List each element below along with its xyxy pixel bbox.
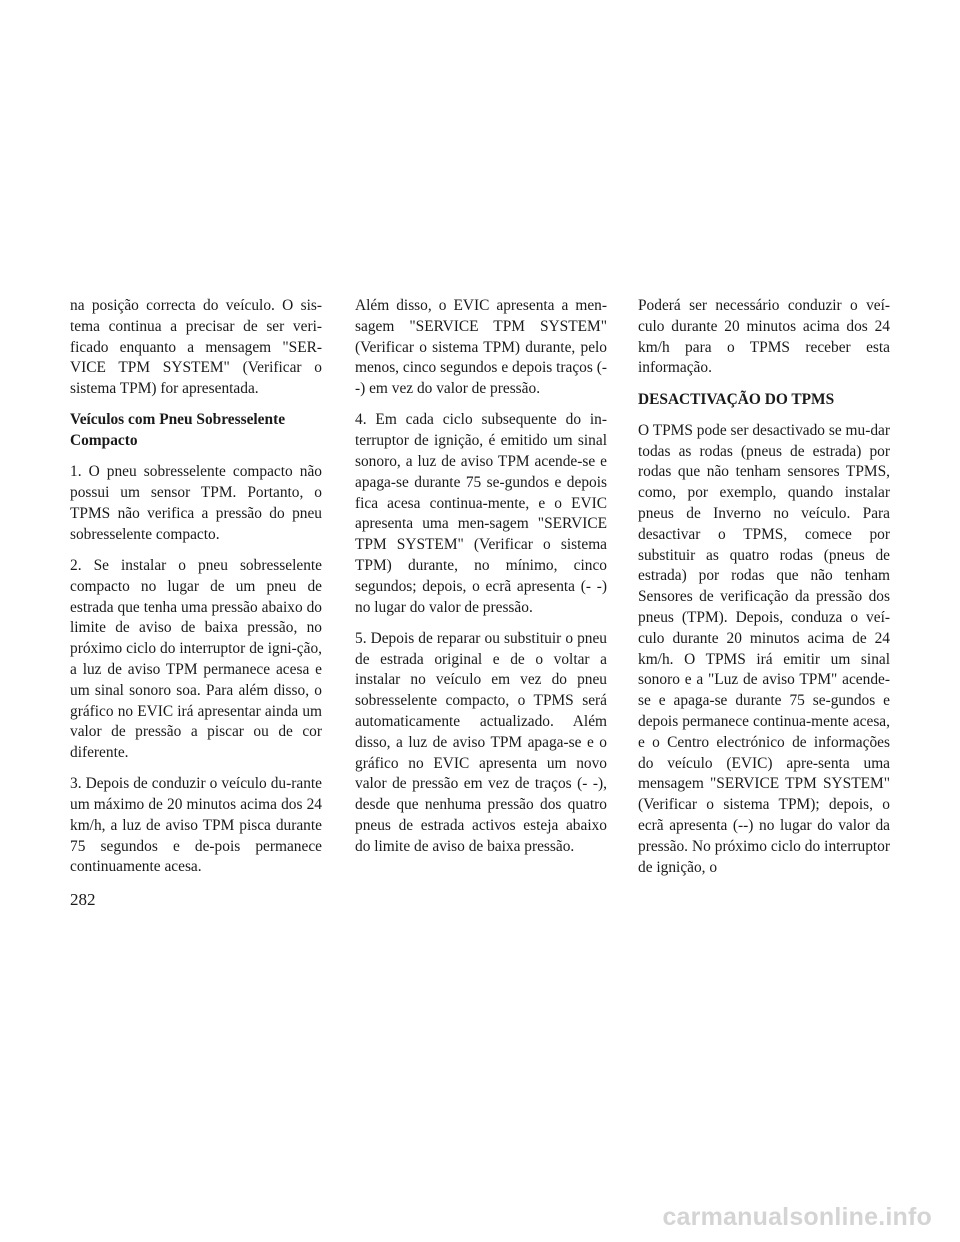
paragraph: 2. Se instalar o pneu sobresselente compacto no lugar de um pneu de estrada que tenha uma pressão abaixo do limite de aviso de baixa pressão, no próximo ciclo do interruptor de igni-ção, a luz de aviso TPM permanece acesa e um sinal sonoro soa. Para além disso, o gráfico no EVIC irá apresentar ainda um valor de pressão a piscar ou de cor diferente. bbox=[70, 556, 322, 762]
paragraph: na posição correcta do veículo. O sis-tema continua a precisar de ser veri-ficado enquanto a mensagem "SER-VICE TPM SYSTEM" (Verificar o sistema TPM) for apresentada. bbox=[70, 297, 322, 398]
page-number: 282 bbox=[70, 890, 96, 909]
text-column-3 bbox=[638, 296, 890, 889]
section-heading: DESACTIVAÇÃO DO TPMS bbox=[638, 390, 835, 408]
paragraph: 3. Depois de conduzir o veículo du-rante um máximo de 20 minutos acima dos 24 km/h, a luz de aviso TPM pisca durante 75 segundos e de-pois permanece continuamente acesa. bbox=[70, 775, 322, 876]
paragraph: 5. Depois de reparar ou substituir o pneu de estrada original e de o voltar a instalar no veículo em vez do pneu sobresselente compacto, o TPMS será automaticamente actualizado. Além disso, a luz de aviso TPM apaga-se e o gráfico no EVIC apresenta um novo valor de pressão em vez de traços (- -), desde que nenhuma pressão dos quatro pneus de estrada activos esteja abaixo do limite de aviso de baixa pressão. bbox=[355, 629, 607, 855]
watermark: carmanualsonline.info bbox=[662, 1203, 932, 1231]
text-column-1 bbox=[70, 296, 322, 889]
section-heading: Veículos com Pneu Sobresselente Compacto bbox=[70, 411, 286, 450]
paragraph: 4. Em cada ciclo subsequente do in-terruptor de ignição, é emitido um sinal sonoro, a luz de aviso TPM acende-se e apaga-se durante 75 se-gundos e depois fica acesa continua-mente, e o EVIC apresenta uma men-sagem "SERVICE TPM SYSTEM" (Verificar o sistema TPM) durante, no mínimo, cinco segundos; depois, o ecrã apresenta (- -) no lugar do valor de pressão. bbox=[355, 411, 607, 616]
text-column-2 bbox=[355, 296, 607, 868]
paragraph: Além disso, o EVIC apresenta a men-sagem "SERVICE TPM SYSTEM" (Verificar o sistema TPM) durante, pelo menos, cinco segundos e depois traços (- -) em vez do valor de pressão. bbox=[355, 297, 607, 398]
paragraph: Poderá ser necessário conduzir o veí-culo durante 20 minutos acima dos 24 km/h para o TPMS receber esta informação. bbox=[638, 297, 890, 377]
paragraph: O TPMS pode ser desactivado se mu-dar todas as rodas (pneus de estrada) por rodas que não tenham sensores TPMS, como, por exemplo, quando instalar pneus de Inverno no veículo. Para desactivar o TPMS, comece por substituir as quatro rodas (pneus de estrada) por rodas que não tenham Sensores de verificação da pressão dos pneus (TPM). Depois, conduza o veí-culo durante 20 minutos acima de 24 km/h. O TPMS irá emitir um sinal sonoro e a "Luz de aviso TPM" acende-se e apaga-se durante 75 se-gundos e depois permanece continua-mente acesa, e o Centro electrónico de informações do veículo (EVIC) apre-senta uma mensagem "SERVICE TPM SYSTEM" (Verificar o sistema TPM); depois, o ecrã apresenta (--) no lugar do valor da pressão. No próximo ciclo do interruptor de ignição, o bbox=[638, 421, 890, 876]
paragraph: 1. O pneu sobresselente compacto não possui um sensor TPM. Portanto, o TPMS não verifica a pressão do pneu sobresselente compacto. bbox=[70, 463, 322, 543]
